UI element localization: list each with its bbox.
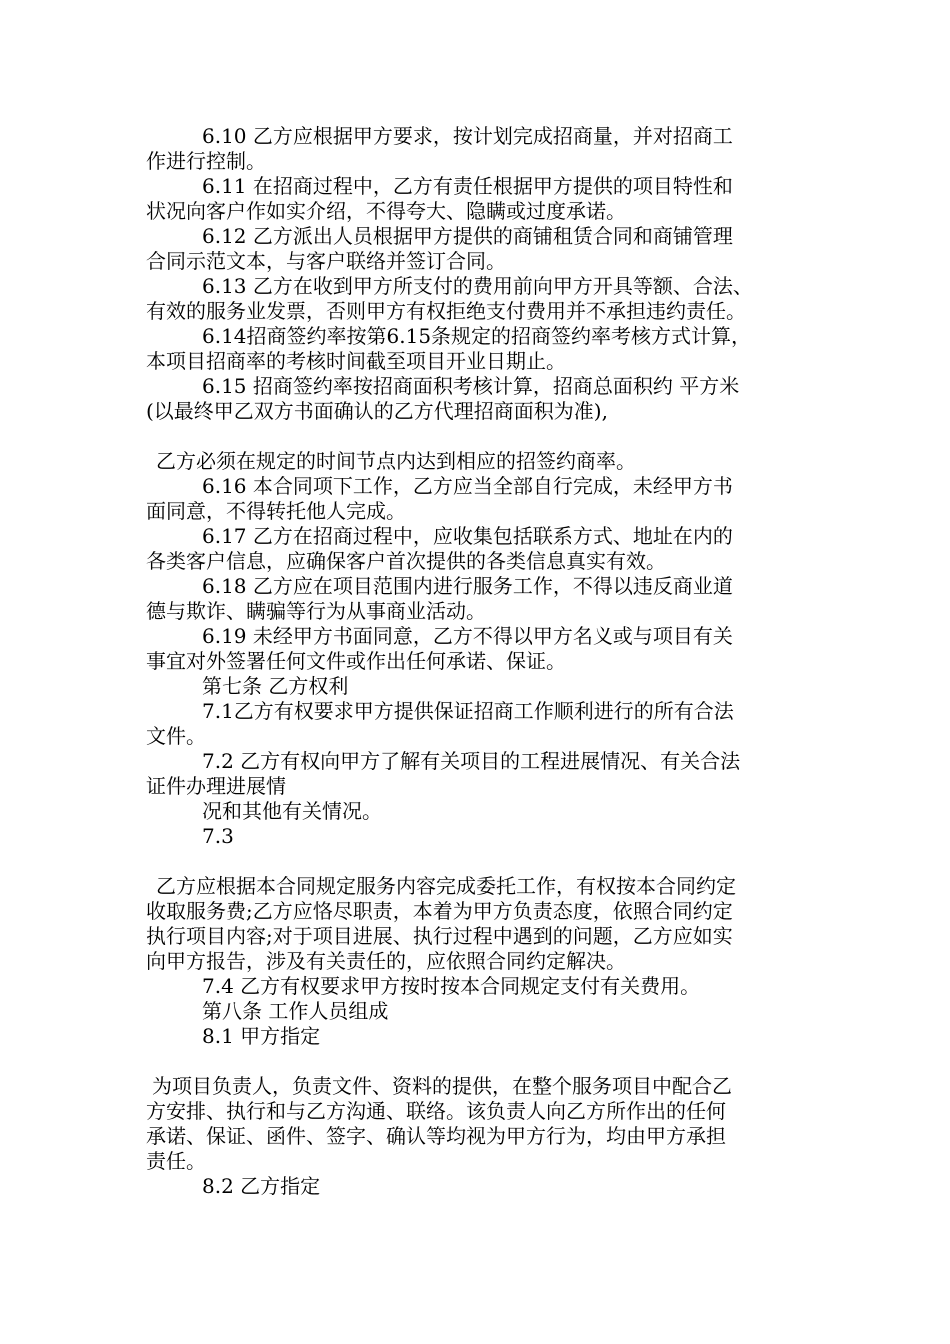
text-line: 面同意，不得转托他人完成。 <box>146 499 406 523</box>
text-line: 7.3 <box>202 824 234 848</box>
text-line: (以最终甲乙双方书面确认的乙方代理招商面积为准), <box>146 399 608 423</box>
text-line: 为项目负责人，负责文件、资料的提供，在整个服务项目中配合乙 <box>152 1074 732 1098</box>
text-line: 合同示范文本，与客户联络并签订合同。 <box>146 249 506 273</box>
text-line: 承诺、保证、函件、签字、确认等均视为甲方行为，均由甲方承担 <box>146 1124 726 1148</box>
text-line: 乙方必须在规定的时间节点内达到相应的招签约商率。 <box>156 449 636 473</box>
text-line: 收取服务费;乙方应恪尽职责，本着为甲方负责态度，依照合同约定 <box>146 899 733 923</box>
text-line: 6.17 乙方在招商过程中，应收集包括联系方式、地址在内的 <box>202 524 733 548</box>
text-line: 作进行控制。 <box>146 149 266 173</box>
text-line: 6.19 未经甲方书面同意，乙方不得以甲方名义或与项目有关 <box>202 624 733 648</box>
text-line: 责任。 <box>146 1149 206 1173</box>
text-line: 本项目招商率的考核时间截至项目开业日期止。 <box>146 349 566 373</box>
text-line: 状况向客户作如实介绍，不得夸大、隐瞒或过度承诺。 <box>146 199 626 223</box>
text-line: 8.2 乙方指定 <box>202 1174 321 1198</box>
text-line: 事宜对外签署任何文件或作出任何承诺、保证。 <box>146 649 566 673</box>
text-line: 向甲方报告，涉及有关责任的，应依照合同约定解决。 <box>146 949 626 973</box>
text-line: 文件。 <box>146 724 206 748</box>
text-line: 8.1 甲方指定 <box>202 1024 321 1048</box>
text-line: 乙方应根据本合同规定服务内容完成委托工作，有权按本合同约定 <box>156 874 736 898</box>
section-heading: 第八条 工作人员组成 <box>202 999 389 1023</box>
section-heading: 第七条 乙方权利 <box>202 674 349 698</box>
paragraph-gap <box>146 849 810 874</box>
text-line: 证件办理进展情 <box>146 774 286 798</box>
text-line: 6.18 乙方应在项目范围内进行服务工作，不得以违反商业道 <box>202 574 733 598</box>
text-line: 6.15 招商签约率按招商面积考核计算，招商总面积约 平方米 <box>202 374 740 398</box>
text-line: 况和其他有关情况。 <box>202 799 382 823</box>
text-line: 各类客户信息，应确保客户首次提供的各类信息真实有效。 <box>146 549 666 573</box>
text-line: 执行项目内容;对于项目进展、执行过程中遇到的问题，乙方应如实 <box>146 924 733 948</box>
text-line: 方安排、执行和与乙方沟通、联络。该负责人向乙方所作出的任何 <box>146 1099 726 1123</box>
text-line: 6.16 本合同项下工作，乙方应当全部自行完成，未经甲方书 <box>202 474 733 498</box>
contract-text <box>146 124 810 1199</box>
text-line: 6.13 乙方在收到甲方所支付的费用前向甲方开具等额、合法、 <box>202 274 753 298</box>
text-line: 7.4 乙方有权要求甲方按时按本合同规定支付有关费用。 <box>202 974 701 998</box>
text-line: 德与欺诈、瞒骗等行为从事商业活动。 <box>146 599 486 623</box>
text-line: 6.11 在招商过程中，乙方有责任根据甲方提供的项目特性和 <box>202 174 733 198</box>
text-line: 6.14招商签约率按第6.15条规定的招商签约率考核方式计算， <box>202 324 752 348</box>
text-line: 7.2 乙方有权向甲方了解有关项目的工程进展情况、有关合法 <box>202 749 741 773</box>
paragraph-gap <box>146 1049 810 1074</box>
paragraph-gap <box>146 424 810 449</box>
text-line: 有效的服务业发票，否则甲方有权拒绝支付费用并不承担违约责任。 <box>146 299 746 323</box>
text-line: 6.12 乙方派出人员根据甲方提供的商铺租赁合同和商铺管理 <box>202 224 733 248</box>
text-line: 6.10 乙方应根据甲方要求，按计划完成招商量，并对招商工 <box>202 124 733 148</box>
text-line: 7.1乙方有权要求甲方提供保证招商工作顺利进行的所有合法 <box>202 699 734 723</box>
